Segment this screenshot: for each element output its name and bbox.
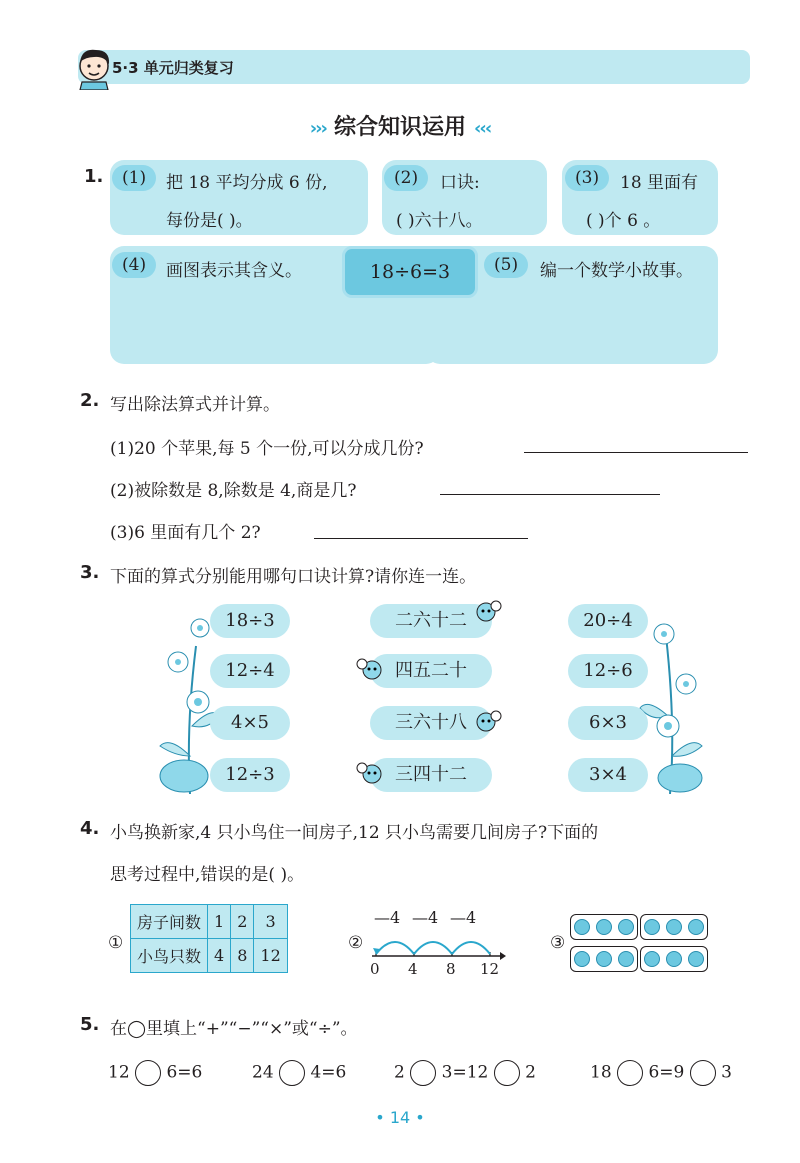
table-cell: 8 bbox=[231, 939, 254, 973]
boy-avatar-icon bbox=[72, 44, 116, 90]
q1-number: 1. bbox=[84, 166, 104, 187]
table-head: 房子间数 bbox=[131, 905, 208, 939]
q3-middle-1[interactable]: 二六十二 bbox=[370, 604, 492, 638]
dot bbox=[618, 919, 634, 935]
operator-blank[interactable] bbox=[135, 1060, 161, 1086]
dot-group bbox=[640, 946, 708, 972]
jump-label: —4 bbox=[374, 908, 401, 927]
dot bbox=[596, 951, 612, 967]
dot-group bbox=[570, 914, 638, 940]
q3-right-1[interactable]: 20÷4 bbox=[568, 604, 648, 638]
q4-number: 4. bbox=[80, 818, 100, 839]
tick-label: 12 bbox=[480, 960, 500, 978]
q5-expr-1 bbox=[108, 1060, 202, 1086]
table-cell: 3 bbox=[254, 905, 287, 939]
page-title bbox=[0, 110, 800, 141]
q4-line2: 思考过程中,错误的是( )。 bbox=[110, 865, 305, 885]
dot bbox=[688, 919, 704, 935]
dot bbox=[688, 951, 704, 967]
q1-p2-line1: 口诀: bbox=[440, 173, 480, 193]
jump-label: —4 bbox=[412, 908, 439, 927]
operand: 3 bbox=[721, 1062, 732, 1083]
dot bbox=[644, 919, 660, 935]
q1-p5-line1: 编一个数学小故事。 bbox=[540, 261, 693, 281]
table-cell: 4 bbox=[208, 939, 231, 973]
q2-answer-line-1[interactable] bbox=[524, 452, 748, 453]
q3-middle-2[interactable]: 四五二十 bbox=[370, 654, 492, 688]
q2-item-2: (2)被除数是 8,除数是 4,商是几? bbox=[110, 481, 357, 501]
q3-middle-4[interactable]: 三四十二 bbox=[370, 758, 492, 792]
bee-icon bbox=[474, 708, 502, 734]
title-left-arrows: ››› bbox=[309, 118, 326, 139]
q5-expr-3 bbox=[394, 1060, 536, 1086]
bee-icon bbox=[356, 656, 384, 682]
q3-left-2[interactable]: 12÷4 bbox=[210, 654, 290, 688]
table-cell: 12 bbox=[254, 939, 287, 973]
operand: 4=6 bbox=[310, 1062, 347, 1083]
section-title: 5·3 单元归类复习 bbox=[112, 59, 234, 77]
q4-option1-label: ① bbox=[108, 933, 124, 953]
operator-blank[interactable] bbox=[410, 1060, 436, 1086]
q1-center-equation: 18÷6=3 bbox=[342, 246, 478, 298]
tick-label: 8 bbox=[446, 960, 456, 978]
dot-group bbox=[640, 914, 708, 940]
operand: 2 bbox=[394, 1062, 405, 1083]
q2-number: 2. bbox=[80, 390, 100, 411]
table-head: 小鸟只数 bbox=[131, 939, 208, 973]
q4-table bbox=[130, 904, 288, 973]
operator-blank[interactable] bbox=[494, 1060, 520, 1086]
q5-expr-2 bbox=[252, 1060, 346, 1086]
operand: 3=12 bbox=[441, 1062, 489, 1083]
operator-blank[interactable] bbox=[690, 1060, 716, 1086]
page-number: • 14 • bbox=[375, 1108, 425, 1127]
q1-p4-label: (4) bbox=[112, 252, 156, 278]
operand: 2 bbox=[525, 1062, 536, 1083]
q4-option2-label: ② bbox=[348, 933, 364, 953]
q2-item-1: (1)20 个苹果,每 5 个一份,可以分成几份? bbox=[110, 439, 424, 459]
q4-option3-label: ③ bbox=[550, 933, 566, 953]
operand: 6=6 bbox=[166, 1062, 203, 1083]
q1-p3-line2: ( )个 6 。 bbox=[586, 211, 661, 231]
q1-p1-line1: 把 18 平均分成 6 份, bbox=[166, 173, 328, 193]
q5-expr-4 bbox=[590, 1060, 732, 1086]
q3-text: 下面的算式分别能用哪句口诀计算?请你连一连。 bbox=[110, 567, 477, 587]
bee-icon bbox=[474, 598, 502, 624]
q1-p5-label: (5) bbox=[484, 252, 528, 278]
operand: 18 bbox=[590, 1062, 612, 1083]
dot bbox=[666, 919, 682, 935]
q3-right-4[interactable]: 3×4 bbox=[568, 758, 648, 792]
q3-right-3[interactable]: 6×3 bbox=[568, 706, 648, 740]
operand: 6=9 bbox=[648, 1062, 685, 1083]
q1-p3-label: (3) bbox=[565, 165, 609, 191]
q3-left-1[interactable]: 18÷3 bbox=[210, 604, 290, 638]
dot bbox=[574, 919, 590, 935]
dot bbox=[618, 951, 634, 967]
operand: 24 bbox=[252, 1062, 274, 1083]
title-right-arrows: ‹‹‹ bbox=[474, 118, 491, 139]
q3-right-2[interactable]: 12÷6 bbox=[568, 654, 648, 688]
operator-blank[interactable] bbox=[279, 1060, 305, 1086]
dot bbox=[644, 951, 660, 967]
q1-p2-label: (2) bbox=[384, 165, 428, 191]
title-text: 综合知识运用 bbox=[333, 115, 466, 140]
dot bbox=[574, 951, 590, 967]
bee-icon bbox=[356, 760, 384, 786]
table-cell: 1 bbox=[208, 905, 231, 939]
tick-label: 4 bbox=[408, 960, 418, 978]
q1-p3-line1: 18 里面有 bbox=[620, 173, 699, 193]
dot bbox=[596, 919, 612, 935]
q1-p4-line1: 画图表示其含义。 bbox=[166, 261, 302, 281]
q3-left-4[interactable]: 12÷3 bbox=[210, 758, 290, 792]
operand: 12 bbox=[108, 1062, 130, 1083]
dot bbox=[666, 951, 682, 967]
q3-number: 3. bbox=[80, 562, 100, 583]
q1-p1-line2: 每份是( )。 bbox=[166, 211, 253, 231]
q1-p1-label: (1) bbox=[112, 165, 156, 191]
q5-text: 在◯里填上“+”“−”“×”或“÷”。 bbox=[110, 1019, 358, 1039]
q3-middle-3[interactable]: 三六十八 bbox=[370, 706, 492, 740]
table-cell: 2 bbox=[231, 905, 254, 939]
q4-line1: 小鸟换新家,4 只小鸟住一间房子,12 只小鸟需要几间房子?下面的 bbox=[110, 823, 599, 843]
q2-answer-line-2[interactable] bbox=[440, 494, 660, 495]
tick-label: 0 bbox=[370, 960, 380, 978]
q1-p2-line2: ( )六十八。 bbox=[396, 211, 483, 231]
q5-number: 5. bbox=[80, 1014, 100, 1035]
jump-label: —4 bbox=[450, 908, 477, 927]
q2-answer-line-3[interactable] bbox=[314, 538, 528, 539]
q2-text: 写出除法算式并计算。 bbox=[110, 395, 280, 415]
q2-item-3: (3)6 里面有几个 2? bbox=[110, 523, 261, 543]
q3-left-3[interactable]: 4×5 bbox=[210, 706, 290, 740]
dot-group bbox=[570, 946, 638, 972]
operator-blank[interactable] bbox=[617, 1060, 643, 1086]
